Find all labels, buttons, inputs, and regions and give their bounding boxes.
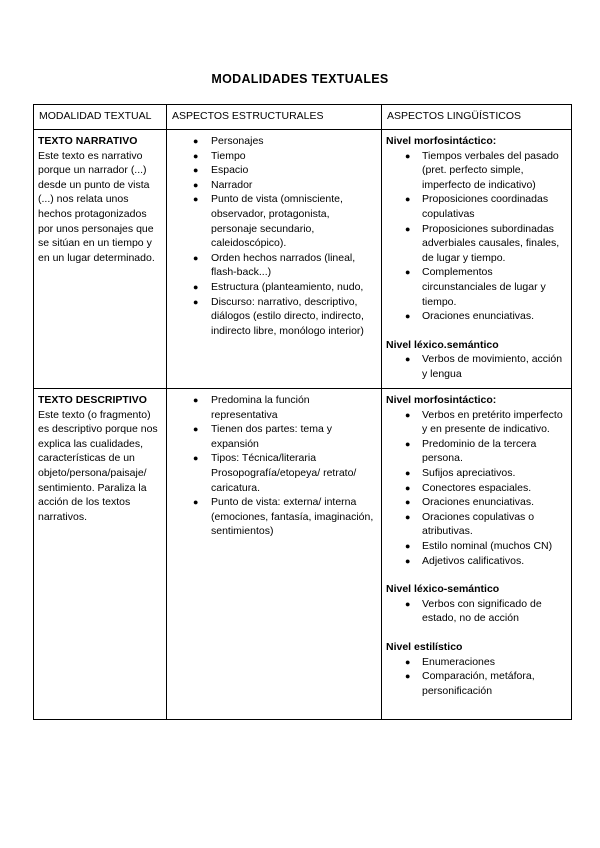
group-heading: Nivel morfosintáctico: (386, 135, 497, 147)
bullet-icon: ● (405, 311, 411, 322)
list-item (386, 655, 567, 670)
modality-cell (34, 130, 167, 389)
bullet-icon: ● (405, 438, 411, 449)
list-item (386, 192, 567, 221)
list-item-text: Estilo nominal (muchos CN) (422, 539, 553, 552)
list-item (171, 163, 377, 178)
header-linguistic: ASPECTOS LINGÜÍSTICOS (382, 105, 572, 130)
list-item (386, 309, 567, 324)
list-item (171, 192, 377, 250)
bullet-icon: ● (405, 540, 411, 551)
group-heading: Nivel estilístico (386, 640, 463, 653)
list-item (171, 280, 377, 295)
list-item-text: Complementos circunstanciales de lugar y tiempo. (422, 266, 546, 308)
bullet-icon: ● (405, 671, 411, 682)
list-item (386, 222, 567, 266)
linguistic-list (386, 408, 567, 569)
list-item (171, 149, 377, 164)
bullet-icon: ● (193, 497, 199, 508)
modality-description: Este texto es narrativo porque un narrador (...) desde un punto de vista (...) nos relata unos hechos protagonizados por unos personajes que se sitúan en un tiempo y en un lugar determinado. (38, 149, 155, 264)
list-item (386, 495, 567, 510)
list-item-text: Tiempo (211, 149, 246, 162)
bullet-icon: ● (405, 467, 411, 478)
list-item-text: Predomina la función representativa (211, 394, 310, 421)
bullet-icon: ● (193, 453, 199, 464)
bullet-icon: ● (405, 497, 411, 508)
list-item (171, 251, 377, 280)
list-item-text: Verbos con significado de estado, no de acción (422, 597, 542, 625)
bullet-icon: ● (405, 511, 411, 522)
linguistic-group (386, 393, 567, 568)
table-row-descriptive (34, 389, 572, 720)
bullet-icon: ● (193, 252, 199, 263)
page-title: MODALIDADES TEXTUALES (211, 72, 389, 86)
linguistic-cell (382, 389, 572, 720)
list-item-text: Comparación, metáfora, personificación (422, 670, 535, 697)
group-heading: Nivel léxico-semántico (386, 583, 500, 596)
bullet-icon: ● (405, 267, 411, 278)
list-item-text: Sufijos apreciativos. (422, 466, 516, 479)
list-item (171, 422, 377, 451)
list-item (171, 134, 377, 149)
list-item (386, 554, 567, 569)
list-item-text: Verbos en pretérito imperfecto y en presente de indicativo. (422, 408, 563, 436)
header-structural: ASPECTOS ESTRUCTURALES (167, 105, 382, 130)
list-item-text: Tipos: Técnica/literaria Prosopografía/etopeya/ retrato/ caricatura. (211, 452, 357, 494)
list-item-text: Adjetivos calificativos. (422, 554, 525, 567)
structural-list (171, 393, 377, 539)
group-heading: Nivel morfosintáctico: (386, 394, 497, 406)
list-item (171, 451, 377, 495)
list-item-text: Discurso: narrativo, descriptivo, diálogos (estilo directo, indirecto, indirecto libre, monólogo interior) (211, 295, 364, 337)
bullet-icon: ● (405, 555, 411, 566)
bullet-icon: ● (405, 223, 411, 234)
table-header-row (34, 105, 572, 130)
header-modality: MODALIDAD TEXTUAL (34, 105, 167, 130)
structural-cell (167, 389, 382, 720)
list-item-text: Estructura (planteamiento, nudo, (211, 280, 364, 293)
bullet-icon: ● (193, 424, 199, 435)
list-item (386, 408, 567, 437)
bullet-icon: ● (405, 194, 411, 205)
list-item-text: Conectores espaciales. (422, 481, 532, 494)
list-item (386, 265, 567, 309)
bullet-icon: ● (193, 281, 199, 292)
list-item (386, 539, 567, 554)
list-item (386, 352, 567, 381)
list-item-text: Oraciones enunciativas. (422, 496, 535, 509)
list-item (386, 481, 567, 496)
list-item (386, 437, 567, 466)
bullet-icon: ● (193, 150, 199, 161)
linguistic-group (386, 640, 567, 698)
linguistic-group (386, 338, 567, 382)
linguistic-list (386, 149, 567, 324)
bullet-icon: ● (193, 136, 199, 146)
list-item (171, 495, 377, 539)
list-item-text: Punto de vista (omnisciente, observador, protagonista, personaje secundario, caleidoscópico). (211, 193, 343, 250)
list-item-text: Espacio (211, 164, 249, 177)
list-item-text: Punto de vista: externa/ interna (emociones, fantasía, imaginación, sentimientos) (211, 496, 374, 538)
list-item (386, 510, 567, 539)
list-item-text: Narrador (211, 178, 253, 191)
bullet-icon: ● (405, 150, 411, 161)
bullet-icon: ● (193, 179, 199, 190)
modality-description: Este texto (o fragmento) es descriptivo porque nos explica las cualidades, características de un objeto/persona/paisaje/ sentimiento. Paraliza la acción de los textos narrativos. (38, 408, 158, 523)
list-item (386, 149, 567, 193)
list-item-text: Tienen dos partes: tema y expansión (211, 423, 333, 450)
table-row-narrative (34, 130, 572, 389)
modality-cell (34, 389, 167, 720)
modality-title: TEXTO DESCRIPTIVO (38, 394, 147, 406)
bullet-icon: ● (405, 598, 411, 609)
list-item (386, 669, 567, 698)
list-item-text: Orden hechos narrados (lineal, flash-back...) (211, 251, 356, 279)
bullet-icon: ● (193, 165, 199, 176)
linguistic-group (386, 582, 567, 626)
linguistic-cell (382, 130, 572, 389)
linguistic-list (386, 655, 567, 699)
modalities-table (33, 104, 572, 720)
bullet-icon: ● (193, 395, 199, 405)
list-item (386, 466, 567, 481)
bullet-icon: ● (405, 656, 411, 667)
group-heading: Nivel léxico.semántico (386, 338, 499, 351)
list-item-text: Enumeraciones (422, 655, 495, 668)
bullet-icon: ● (405, 354, 411, 365)
linguistic-list (386, 597, 567, 626)
list-item-text: Predominio de la tercera persona. (422, 437, 537, 465)
modality-title: TEXTO NARRATIVO (38, 135, 138, 147)
list-item-text: Oraciones enunciativas. (422, 310, 535, 323)
list-item-text: Verbos de movimiento, acción y lengua (422, 353, 563, 380)
list-item-text: Proposiciones coordinadas copulativas (422, 193, 549, 220)
linguistic-list (386, 352, 567, 381)
bullet-icon: ● (193, 194, 199, 205)
structural-list (171, 134, 377, 338)
list-item (171, 393, 377, 422)
list-item-text: Oraciones copulativas o atributivas. (422, 510, 535, 538)
list-item-text: Personajes (211, 135, 264, 147)
list-item-text: Tiempos verbales del pasado (pret. perfecto simple, imperfecto de indicativo) (422, 149, 559, 191)
list-item (171, 295, 377, 339)
linguistic-group (386, 134, 567, 324)
bullet-icon: ● (405, 482, 411, 493)
list-item (171, 178, 377, 193)
bullet-icon: ● (193, 296, 199, 307)
list-item (386, 597, 567, 626)
bullet-icon: ● (405, 409, 411, 420)
list-item-text: Proposiciones subordinadas adverbiales causales, finales, de lugar y tiempo. (422, 222, 560, 264)
structural-cell (167, 130, 382, 389)
